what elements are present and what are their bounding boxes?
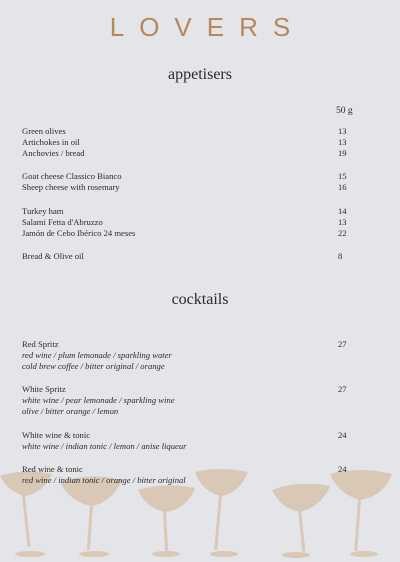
glass-icon [138, 485, 195, 512]
cocktail-ingredients: white wine / pear lemonade / sparkling wine [22, 395, 175, 405]
glass-icon [272, 484, 330, 512]
item-price: 8 [338, 251, 343, 261]
portion-note: 50 g [336, 106, 353, 116]
item-name: Sheep cheese with rosemary [22, 182, 120, 192]
cocktail-ingredients: white wine / indian tonic / lemon / anise liqueur [22, 441, 187, 451]
appetisers-title: appetisers [168, 66, 232, 83]
cocktail-item [22, 430, 362, 452]
cocktail-item [22, 339, 362, 372]
item-price: 16 [338, 182, 347, 192]
cocktail-ingredients: red wine / indian tonic / orange / bitter original [22, 475, 186, 485]
item-price: 22 [338, 228, 347, 238]
item-name: Goat cheese Classico Bianco [22, 171, 122, 181]
cocktail-ingredients: olive / bitter orange / lemon [22, 406, 119, 416]
cocktail-item [22, 464, 362, 486]
cocktail-price: 27 [338, 384, 347, 394]
item-name: Green olives [22, 126, 66, 136]
item-name: Artichokes in oil [22, 137, 80, 147]
item-price: 13 [338, 137, 347, 147]
cocktail-name: White wine & tonic [22, 430, 91, 440]
logo: LOVERS [109, 12, 306, 42]
item-name: Bread & Olive oil [22, 251, 84, 261]
item-price: 14 [338, 206, 347, 216]
item-price: 19 [338, 148, 347, 158]
cocktail-name: White Spritz [22, 384, 66, 394]
cocktail-price: 24 [338, 464, 347, 474]
item-name: Salami Fetta d'Abruzzo [22, 217, 103, 227]
cocktail-price: 24 [338, 430, 347, 440]
cocktail-ingredients: cold brew coffee / bitter original / orange [22, 361, 165, 371]
cocktail-item [22, 384, 362, 417]
cocktail-name: Red wine & tonic [22, 464, 83, 474]
item-price: 13 [338, 126, 347, 136]
item-name: Anchovies / bread [22, 148, 85, 158]
cocktail-ingredients: red wine / plum lemonade / sparkling water [22, 350, 172, 360]
cocktails-title: cocktails [171, 291, 229, 308]
item-name: Jamón de Cebo Ibérico 24 meses [22, 228, 136, 238]
item-name: Turkey ham [22, 206, 64, 216]
cocktail-price: 27 [338, 339, 347, 349]
item-price: 15 [338, 171, 347, 181]
item-price: 13 [338, 217, 347, 227]
cocktail-name: Red Spritz [22, 339, 59, 349]
